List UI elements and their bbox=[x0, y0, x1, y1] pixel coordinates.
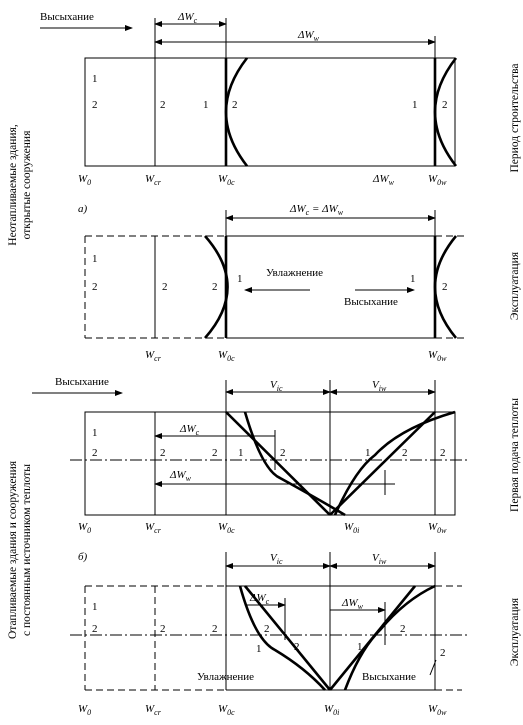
delta-ww-label-4: $\Delta W_w$ bbox=[342, 597, 363, 611]
delta-ww-label-3: $\Delta W_w$ bbox=[170, 469, 191, 483]
svg-text:2: 2 bbox=[92, 281, 98, 293]
svg-text:2: 2 bbox=[440, 447, 446, 459]
viw-label-4: $V_{iw}$ bbox=[372, 552, 387, 566]
delta-wc-label-4: $\Delta W_c$ bbox=[250, 592, 270, 606]
svg-text:2: 2 bbox=[294, 641, 300, 653]
drying-label-3: Высыхание bbox=[55, 376, 109, 388]
w0w-label: $W_{0w}$ bbox=[428, 173, 447, 187]
w0w-label-4: $W_{0w}$ bbox=[428, 703, 447, 717]
panel-first-heat bbox=[32, 376, 470, 535]
svg-text:1: 1 bbox=[410, 273, 416, 285]
svg-text:открытые сооружения: открытые сооружения bbox=[21, 130, 33, 240]
svg-text:с постоянным источником теплот: с постоянным источником теплоты bbox=[21, 464, 33, 636]
panel-b-operation bbox=[70, 551, 470, 717]
curve-w-3 bbox=[335, 412, 455, 515]
svg-text:2: 2 bbox=[160, 623, 166, 635]
wcr-label-4: $W_{cr}$ bbox=[145, 703, 161, 717]
w0i-label-3: $W_{0i}$ bbox=[344, 521, 360, 535]
svg-text:2: 2 bbox=[212, 281, 218, 293]
side-title-construction: Период строительства bbox=[509, 63, 521, 173]
svg-text:1: 1 bbox=[92, 73, 98, 85]
svg-text:2: 2 bbox=[440, 647, 446, 659]
panel-a-label: а) bbox=[78, 203, 88, 215]
svg-text:2: 2 bbox=[400, 623, 406, 635]
svg-text:1: 1 bbox=[237, 273, 243, 285]
panel-b-label: б) bbox=[78, 551, 88, 563]
svg-text:2: 2 bbox=[160, 99, 166, 111]
svg-text:2: 2 bbox=[92, 447, 98, 459]
w0w-label-2: $W_{0w}$ bbox=[428, 349, 447, 363]
svg-text:1: 1 bbox=[412, 99, 418, 111]
svg-text:2: 2 bbox=[162, 281, 168, 293]
soil-box-1 bbox=[85, 58, 455, 166]
svg-text:Отапливаемые здания и сооружен: Отапливаемые здания и сооружения bbox=[7, 460, 19, 640]
delta-wc-label: $\Delta W_c$ bbox=[178, 11, 198, 25]
svg-text:2: 2 bbox=[442, 99, 448, 111]
svg-text:1: 1 bbox=[203, 99, 209, 111]
delta-wc-label-3: $\Delta W_c$ bbox=[180, 423, 200, 437]
w0c-label-4: $W_{0c}$ bbox=[218, 703, 235, 717]
delta-eq-label: $\Delta W_c = \Delta W_w$ bbox=[290, 203, 344, 217]
group-title-unheated bbox=[7, 124, 33, 246]
panel-construction bbox=[40, 11, 456, 187]
svg-text:1: 1 bbox=[92, 427, 98, 439]
wetting-label-4: Увлажнение bbox=[197, 671, 254, 683]
moisture-curve-w bbox=[435, 58, 456, 166]
svg-text:2: 2 bbox=[402, 447, 408, 459]
panel-a-operation bbox=[78, 203, 465, 363]
w0c-label-3: $W_{0c}$ bbox=[218, 521, 235, 535]
svg-text:1: 1 bbox=[357, 641, 363, 653]
svg-text:1: 1 bbox=[256, 643, 262, 655]
w0-label-3: $W_0$ bbox=[78, 521, 92, 535]
vic-label: $V_{ic}$ bbox=[270, 379, 283, 393]
svg-text:2: 2 bbox=[280, 447, 286, 459]
w0-label: $W_0$ bbox=[78, 173, 92, 187]
svg-text:1: 1 bbox=[365, 447, 371, 459]
svg-text:2: 2 bbox=[212, 623, 218, 635]
svg-text:2: 2 bbox=[160, 447, 166, 459]
side-title-first-heat: Первая подача теплоты bbox=[509, 398, 521, 512]
svg-text:2: 2 bbox=[232, 99, 238, 111]
side-title-operation-1: Эксплуатация bbox=[509, 251, 521, 321]
svg-text:2: 2 bbox=[442, 281, 448, 293]
drying-label: Высыхание bbox=[40, 11, 94, 23]
delta-ww-label: $\Delta W_w$ bbox=[298, 29, 319, 43]
w0i-label-4: $W_{0i}$ bbox=[324, 703, 340, 717]
svg-text:2: 2 bbox=[92, 623, 98, 635]
moisture-curve-c bbox=[226, 58, 247, 166]
svg-text:1: 1 bbox=[92, 253, 98, 265]
wcr-label-2: $W_{cr}$ bbox=[145, 349, 161, 363]
svg-text:1: 1 bbox=[238, 447, 244, 459]
vic-label-4: $V_{ic}$ bbox=[270, 552, 283, 566]
svg-text:Неотапливаемые здания,: Неотапливаемые здания, bbox=[7, 124, 19, 246]
svg-text:2: 2 bbox=[92, 99, 98, 111]
w0w-label-3: $W_{0w}$ bbox=[428, 521, 447, 535]
w0c-label: $W_{0c}$ bbox=[218, 173, 235, 187]
wcr-label: $W_{cr}$ bbox=[145, 173, 161, 187]
viw-label: $V_{iw}$ bbox=[372, 379, 387, 393]
svg-text:2: 2 bbox=[264, 623, 270, 635]
svg-text:1: 1 bbox=[92, 601, 98, 613]
w0-label-4: $W_0$ bbox=[78, 703, 92, 717]
wetting-label: Увлажнение bbox=[266, 267, 323, 279]
wcr-label-3: $W_{cr}$ bbox=[145, 521, 161, 535]
drying-label-2: Высыхание bbox=[344, 296, 398, 308]
w0c-label-2: $W_{0c}$ bbox=[218, 349, 235, 363]
drying-label-4: Высыхание bbox=[362, 671, 416, 683]
side-title-operation-2: Эксплуатация bbox=[509, 597, 521, 667]
delta-ww-axis-label: $\Delta W_w$ bbox=[373, 173, 394, 187]
group-title-heated bbox=[7, 460, 33, 639]
svg-text:2: 2 bbox=[212, 447, 218, 459]
soil-box-3 bbox=[85, 412, 455, 515]
